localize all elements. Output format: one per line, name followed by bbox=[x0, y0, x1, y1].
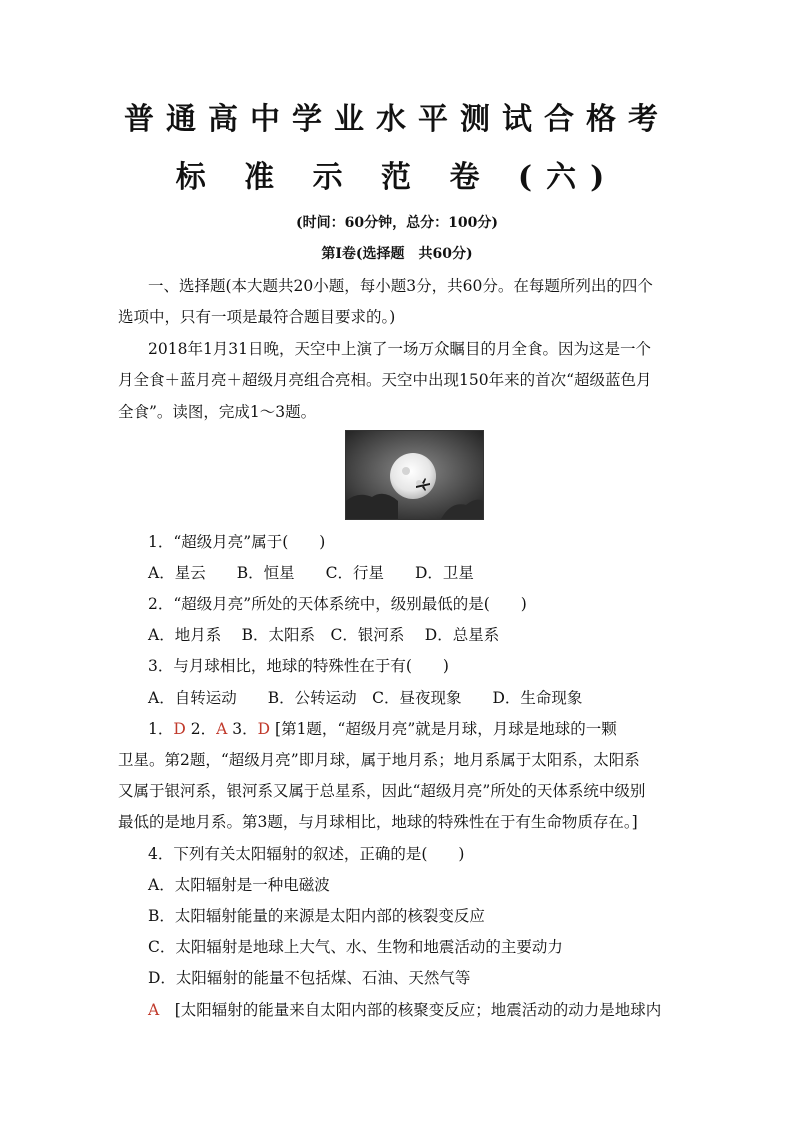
question-4-option-a: A．太阳辐射是一种电磁波 bbox=[148, 876, 330, 894]
question-4-option-b: B．太阳辐射能量的来源是太阳内部的核裂变反应 bbox=[148, 907, 485, 925]
answer-2-number: 2． bbox=[190, 720, 217, 738]
passage-line1: 2018年1月31日晚，天空中上演了一场万众瞩目的月全食。因为这是一个 bbox=[148, 340, 652, 358]
instructions-line1: 一、选择题(本大题共20小题，每小题3分，共60分。在每题所列出的四个 bbox=[148, 277, 653, 295]
question-4-option-c: C．太阳辐射是地球上大气、水、生物和地震活动的主要动力 bbox=[148, 938, 563, 956]
moon-airplane-image bbox=[346, 431, 483, 519]
answer-4-line bbox=[148, 998, 678, 1020]
question-4: 4．下列有关太阳辐射的叙述，正确的是( ) bbox=[148, 845, 465, 863]
super-moon-photo bbox=[345, 430, 484, 520]
answer-3-number: 3． bbox=[232, 720, 258, 738]
question-3-options: A．自转运动 B．公转运动 C．昼夜现象 D．生命现象 bbox=[148, 689, 583, 707]
time-info: (时间：60分钟，总分：100分) bbox=[296, 215, 498, 231]
explanation-1-3-line3: 又属于银河系，银河系又属于总星系，因此“超级月亮”所处的天体系统中级别 bbox=[118, 782, 646, 800]
explanation-4: [太阳辐射的能量来自太阳内部的核聚变反应；地震活动的动力是地球内 bbox=[174, 1001, 662, 1019]
section-heading: 第Ⅰ卷(选择题 共60分) bbox=[321, 246, 473, 262]
answer-4: A bbox=[148, 1001, 160, 1019]
question-1-options: A．星云 B．恒星 C．行星 D．卫星 bbox=[148, 564, 474, 582]
passage-line3: 全食”。读图，完成1～3题。 bbox=[118, 403, 317, 421]
question-2-options: A．地月系 B．太阳系 C．银河系 D．总星系 bbox=[148, 626, 500, 644]
answer-1: D bbox=[173, 720, 186, 738]
passage-line2: 月全食＋蓝月亮＋超级月亮组合亮相。天空中出现150年来的首次“超级蓝色月 bbox=[118, 371, 652, 389]
exam-title-line2: 标 准 示 范 卷 (六) bbox=[175, 160, 619, 195]
question-2: 2．“超级月亮”所处的天体系统中，级别最低的是( ) bbox=[148, 595, 527, 613]
answer-2: A bbox=[216, 720, 228, 738]
explanation-1-3-part1: [第1题，“超级月亮”就是月球，月球是地球的一颗 bbox=[275, 720, 617, 738]
instructions-line2: 选项中，只有一项是最符合题目要求的。) bbox=[118, 308, 396, 326]
answer-1-3-line1 bbox=[148, 717, 678, 739]
answer-1-number: 1． bbox=[148, 720, 174, 738]
exam-title-line1: 普通高中学业水平测试合格考 bbox=[124, 102, 670, 137]
question-3: 3．与月球相比，地球的特殊性在于有( ) bbox=[148, 657, 449, 675]
explanation-1-3-line2: 卫星。第2题，“超级月亮”即月球，属于地月系；地月系属于太阳系，太阳系 bbox=[118, 751, 640, 769]
explanation-1-3-line4: 最低的是地月系。第3题，与月球相比，地球的特殊性在于有生命物质存在。] bbox=[118, 813, 638, 831]
answer-3: D bbox=[257, 720, 271, 738]
question-1: 1．“超级月亮”属于( ) bbox=[148, 533, 326, 551]
question-4-option-d: D．太阳辐射的能量不包括煤、石油、天然气等 bbox=[148, 969, 471, 987]
